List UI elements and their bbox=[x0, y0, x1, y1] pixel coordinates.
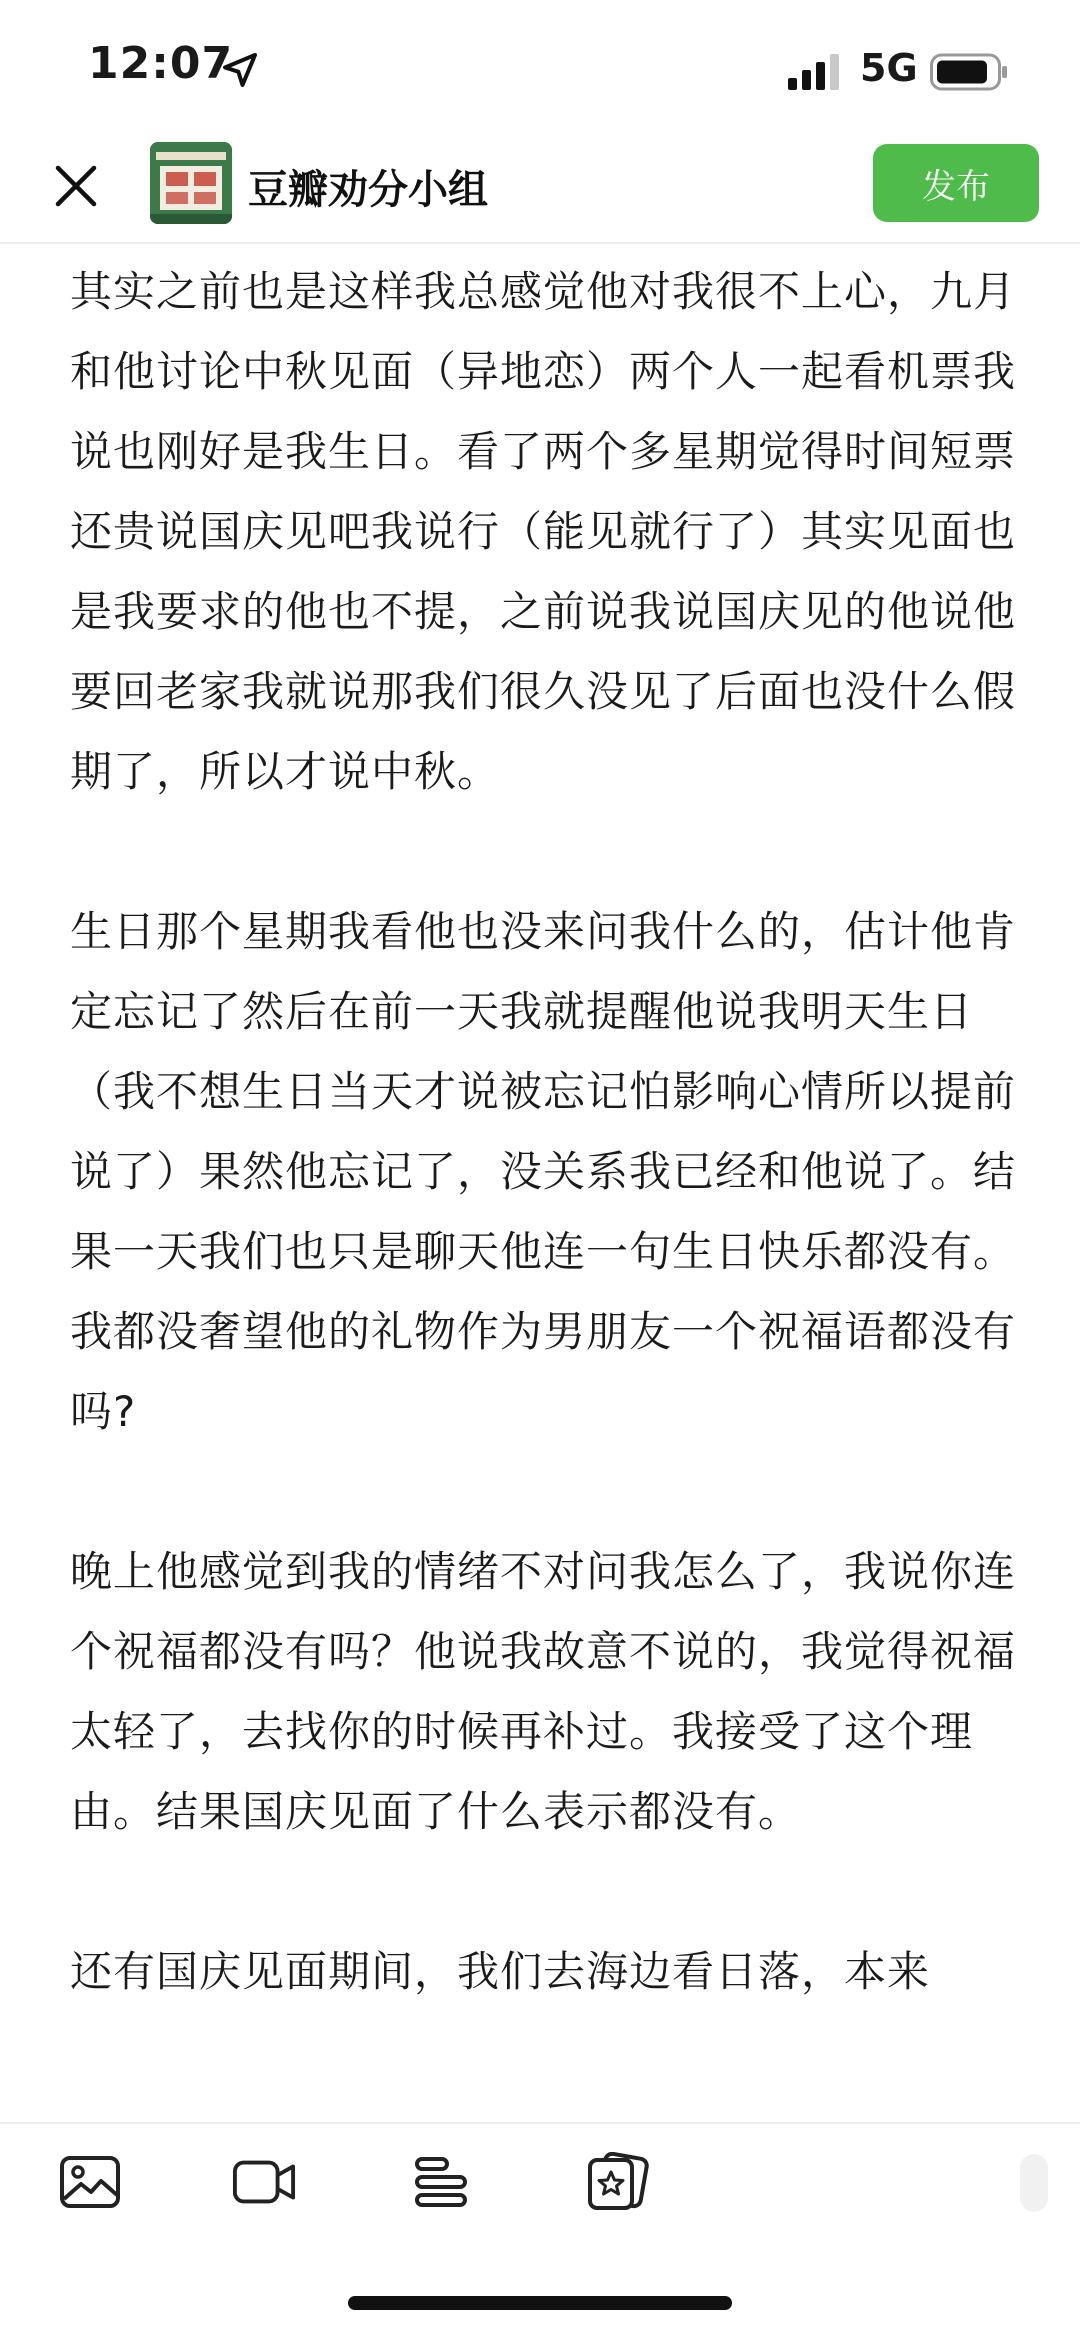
text-format-button[interactable] bbox=[410, 2150, 474, 2214]
battery-icon bbox=[930, 52, 1010, 92]
status-bar bbox=[0, 0, 1080, 130]
compose-header bbox=[0, 130, 1080, 244]
sticker-button[interactable] bbox=[586, 2150, 650, 2214]
home-indicator[interactable] bbox=[348, 2296, 732, 2310]
post-paragraph: 其实之前也是这样我总感觉他对我很不上心，九月和他讨论中秋见面（异地恋）两个人一起看机票我说也刚好是我生日。看了两个多星期觉得时间短票还贵说国庆见吧我说行（能见就行了）其实见面也是我要求的他也不提，之前说我说国庆见的他说他要回老家我就说那我们很久没见了后面也没什么假期了，所以才说中秋。 bbox=[70, 267, 1017, 796]
close-button[interactable] bbox=[44, 154, 108, 218]
post-paragraph: 还有国庆见面期间，我们去海边看日落，本来 bbox=[70, 1947, 931, 1996]
insert-image-button[interactable] bbox=[58, 2150, 122, 2214]
sticker-icon bbox=[586, 2152, 650, 2212]
image-icon bbox=[59, 2155, 121, 2209]
post-paragraph: 生日那个星期我看他也没来问我什么的，估计他肯定忘记了然后在前一天我就提醒他说我明天生日（我不想生日当天才说被忘记怕影响心情所以提前说了）果然他忘记了，没关系我已经和他说了。结果一天我们也只是聊天他连一句生日快乐都没有。我都没奢望他的礼物作为男朋友一个祝福语都没有吗? bbox=[70, 907, 1017, 1436]
post-paragraph: 晚上他感觉到我的情绪不对问我怎么了，我说你连个祝福都没有吗？他说我故意不说的，我觉得祝福太轻了，去找你的时候再补过。我接受了这个理由。结果国庆见面了什么表示都没有。 bbox=[70, 1547, 1017, 1836]
publish-button[interactable]: 发布 bbox=[873, 144, 1039, 222]
editor-toolbar bbox=[0, 2122, 1080, 2234]
post-body-editor[interactable] bbox=[70, 252, 1020, 2112]
network-label: 5G bbox=[860, 46, 918, 90]
video-icon bbox=[232, 2159, 296, 2205]
group-title[interactable]: 豆瓣劝分小组 bbox=[248, 167, 488, 213]
signal-icon bbox=[788, 54, 844, 90]
toolbar-scroll-handle[interactable] bbox=[1020, 2154, 1048, 2212]
close-icon bbox=[52, 162, 100, 210]
location-arrow-icon bbox=[220, 50, 260, 90]
status-time: 12:07 bbox=[88, 38, 234, 89]
group-logo-icon bbox=[150, 142, 232, 224]
group-avatar bbox=[150, 142, 232, 224]
text-format-icon bbox=[413, 2153, 471, 2211]
insert-video-button[interactable] bbox=[232, 2150, 296, 2214]
